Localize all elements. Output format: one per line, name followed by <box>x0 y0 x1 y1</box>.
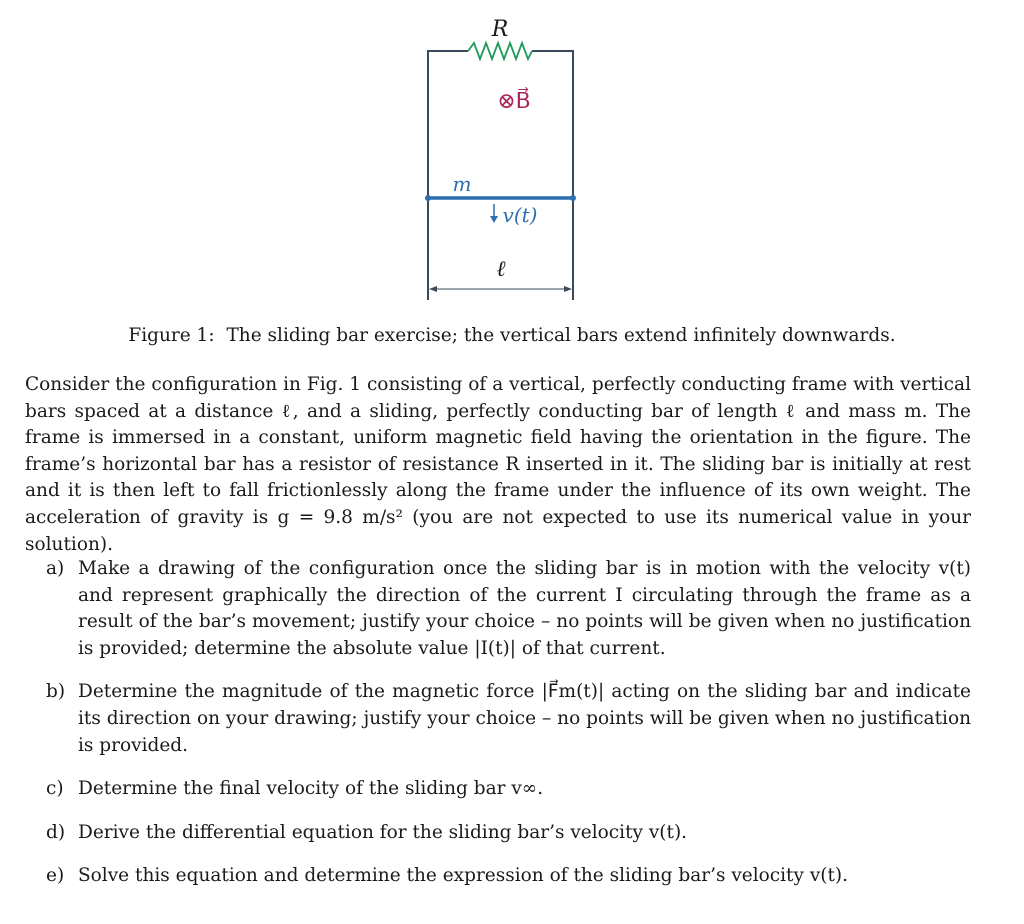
mass-label: m <box>452 172 472 196</box>
dimension-arrow-right-icon <box>564 286 572 292</box>
question-marker: b) <box>46 681 66 703</box>
question-text: Determine the magnitude of the magnetic force |F⃗m(t)| acting on the sliding bar and indicate its direction on your drawing; justify your choice – no points will be given when no justification is provided. <box>78 681 971 756</box>
question-marker: c) <box>46 778 64 800</box>
question-list <box>46 556 971 907</box>
dimension-arrow-left-icon <box>429 286 437 292</box>
figure-diagram <box>0 0 1024 310</box>
question-text: Derive the differential equation for the sliding bar’s velocity v(t). <box>78 821 688 843</box>
figure-caption <box>0 323 1024 349</box>
question-item <box>46 776 971 803</box>
magnetic-field-label: ⊗B⃗ <box>497 89 531 114</box>
resistor-label: R <box>491 17 509 42</box>
velocity-arrow-head-icon <box>490 216 498 223</box>
caption-label: Figure 1: <box>128 325 215 346</box>
question-marker: e) <box>46 865 65 887</box>
question-marker: a) <box>46 558 65 579</box>
caption-text: The sliding bar exercise; the vertical bars extend infinitely downwards. <box>226 325 896 346</box>
velocity-label: v(t) <box>502 203 538 227</box>
question-item <box>46 863 971 890</box>
question-item <box>46 820 971 847</box>
resistor-icon <box>468 43 532 59</box>
question-item <box>46 556 971 662</box>
question-item <box>46 679 971 759</box>
question-text: Determine the final velocity of the sliding bar v∞. <box>78 778 544 800</box>
question-text: Solve this equation and determine the expression of the sliding bar’s velocity v(t). <box>78 865 849 887</box>
question-text: Make a drawing of the configuration once the sliding bar is in motion with the velocity v(t) and represent graphically the direction of the current I circulating through the frame as a result of the bar’s movement; justify your choice – no points will be given when no justification is provided; determine the absolute value |I(t)| of that current. <box>78 558 971 659</box>
length-label: ℓ <box>496 257 506 282</box>
sliding-bar-figure <box>0 0 1024 310</box>
problem-statement: Consider the configuration in Fig. 1 consisting of a vertical, perfectly conducting frame with vertical bars spaced at a distance ℓ, and a sliding, perfectly conducting bar of length ℓ and mass m. The frame is immersed in a constant, uniform magnetic field having the orientation in the figure. The frame’s horizontal bar has a resistor of resistance R inserted in it. The sliding bar is initially at rest and it is then left to fall frictionlessly along the frame under the influence of its own weight. The acceleration of gravity is g = 9.8 m/s² (you are not expected to use its numerical value in your solution). <box>25 374 971 555</box>
bar-contact-right <box>570 195 576 201</box>
bar-contact-left <box>425 195 431 201</box>
question-marker: d) <box>46 821 66 843</box>
